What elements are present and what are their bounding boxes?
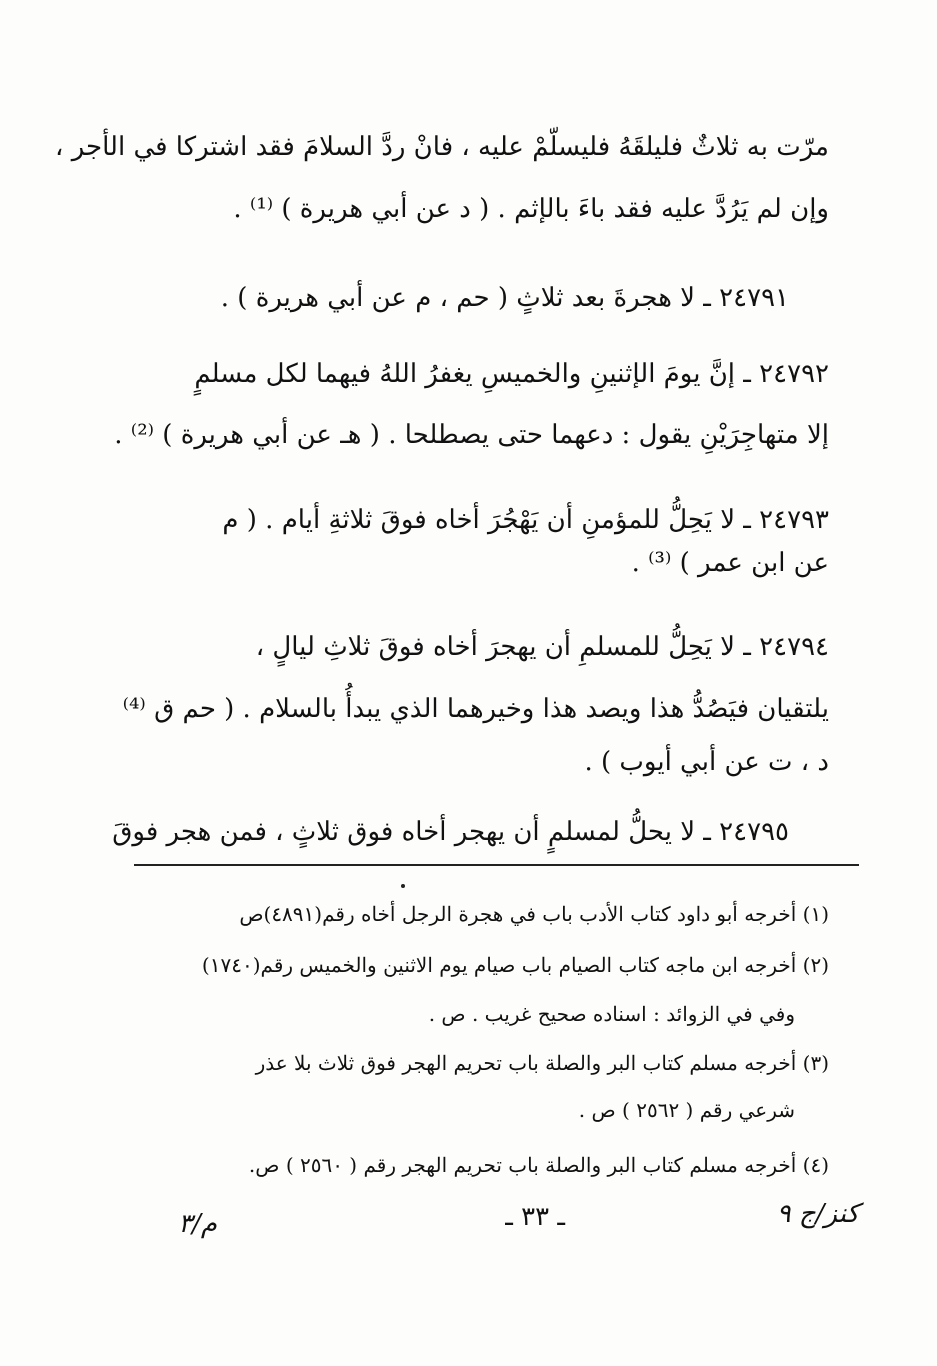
footnote-3-continued: شرعي رقم ( ٢٥٦٢ ) ص . [578, 1098, 795, 1122]
footer-signature: كنز/ج ٩ [776, 1199, 859, 1229]
page-number: ـ ٣٣ ـ [505, 1202, 565, 1232]
body-line: د ، ت عن أبي أيوب ) . [584, 747, 829, 777]
body-line: وإن لم يَرُدَّ عليه فقد باءَ بالإثم . ( د عن أبي هريرة ) ⁽¹⁾ . [233, 194, 829, 224]
separator-dot [401, 884, 405, 888]
hadith-24793: ٢٤٧٩٣ ـ لا يَحِلُّ للمؤمنِ أن يَهْجُرَ أخاه فوقَ ثلاثةِ أيام . ( م [222, 505, 829, 535]
footnote-3: (٣) أخرجه مسلم كتاب البر والصلة باب تحريم الهجر فوق ثلاث بلا عذر [255, 1051, 829, 1075]
footnote-separator [134, 864, 859, 866]
footnote-4: (٤) أخرجه مسلم كتاب البر والصلة باب تحريم الهجر رقم ( ٢٥٦٠ ) ص. [248, 1153, 829, 1177]
footnote-1: (١) أخرجه أبو داود كتاب الأدب باب في هجرة الرجل أخاه رقم(٤٨٩١)ص [239, 902, 829, 926]
hadith-24792: ٢٤٧٩٢ ـ إنَّ يومَ الإثنينِ والخميسِ يغفرُ اللهُ فيهما لكل مسلمٍ [194, 359, 829, 389]
footnote-2: (٢) أخرجه ابن ماجه كتاب الصيام باب صيام يوم الاثنين والخميس رقم(١٧٤٠) [201, 953, 829, 977]
hadith-24794: ٢٤٧٩٤ ـ لا يَحِلُّ للمسلمِ أن يهجرَ أخاه فوقَ ثلاثِ ليالٍ ، [255, 632, 829, 662]
hadith-24795: ٢٤٧٩٥ ـ لا يحلُّ لمسلمٍ أن يهجر أخاه فوق ثلاثٍ ، فمن هجر فوقَ [112, 817, 789, 847]
body-line: يلتقيان فيَصُدُّ هذا ويصد هذا وخيرهما الذي يبدأُ بالسلام . ( حم ق ⁽⁴⁾ [122, 694, 829, 724]
footnote-2-continued: وفي في الزوائد : اسناده صحيح غريب . ص . [428, 1002, 795, 1026]
part-marker: م/٣ [178, 1209, 217, 1239]
body-line: إلا متهاجِرَيْنِ يقول : دعهما حتى يصطلحا . ( هـ عن أبي هريرة ) ⁽²⁾ . [114, 420, 829, 450]
hadith-24791: ٢٤٧٩١ ـ لا هجرةَ بعد ثلاثٍ ( حم ، م عن أبي هريرة ) . [220, 283, 789, 313]
body-line: مرّت به ثلاثٌ فليلقَهُ فليسلّمْ عليه ، فانْ ردَّ السلامَ فقد اشتركا في الأجر ، [55, 132, 829, 162]
body-line: عن ابن عمر ) ⁽³⁾ . [631, 548, 829, 578]
